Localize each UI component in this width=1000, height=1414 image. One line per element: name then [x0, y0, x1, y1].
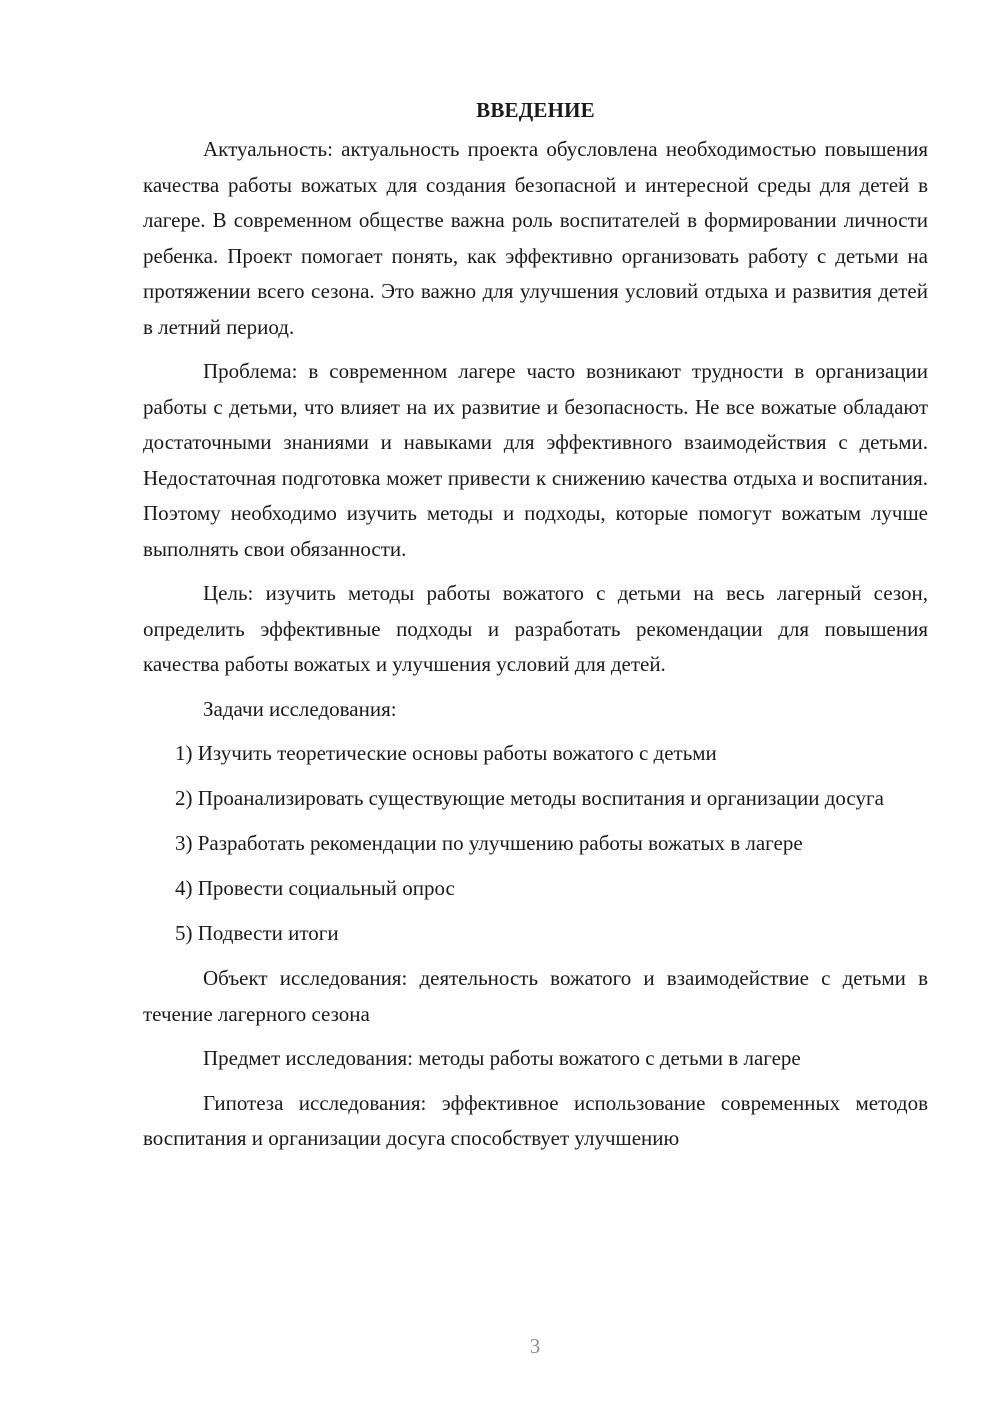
- goal-paragraph: Цель: изучить методы работы вожатого с детьми на весь лагерный сезон, определить эффективные подходы и разработать рекомендации для повышения качества работы вожатых и улучшения условий для детей.: [143, 581, 928, 676]
- task-item-2: 2) Проанализировать существующие методы воспитания и организации досуга: [175, 786, 884, 810]
- tasks-title: Задачи исследования:: [203, 696, 397, 721]
- object-paragraph: Объект исследования: деятельность вожатого и взаимодействие с детьми в течение лагерного сезона: [143, 966, 928, 1026]
- page-number: 3: [529, 1334, 541, 1358]
- task-item-5: 5) Подвести итоги: [175, 921, 339, 945]
- page-content: [143, 92, 928, 1166]
- relevance-paragraph: Актуальность: актуальность проекта обусловлена необходимостью повышения качества работы вожатых для создания безопасной и интересной среды для детей в лагере. В современном обществе важна роль воспитателей в формировании личности ребенка. Проект помогает понять, как эффективно организовать работу с детьми на протяжении всего сезона. Это важно для улучшения условий отдыха и развития детей в летний период.: [143, 137, 928, 339]
- section-heading: ВВЕДЕНИЕ: [476, 98, 595, 122]
- hypothesis-paragraph: Гипотеза исследования: эффективное использование современных методов воспитания и организации досуга способствует улучшению: [143, 1090, 928, 1150]
- subject-paragraph: Предмет исследования: методы работы вожатого с детьми в лагере: [203, 1046, 801, 1070]
- task-item-4: 4) Провести социальный опрос: [175, 876, 455, 900]
- problem-paragraph: Проблема: в современном лагере часто возникают трудности в организации работы с детьми, что влияет на их развитие и безопасность. Не все вожатые обладают достаточными знаниями и навыками для эффективного взаимодействия с детьми. Недостаточная подготовка может привести к снижению качества отдыха и воспитания. Поэтому необходимо изучить методы и подходы, которые помогут вожатым лучше выполнять свои обязанности.: [143, 359, 928, 561]
- task-item-3: 3) Разработать рекомендации по улучшению работы вожатых в лагере: [175, 831, 803, 855]
- task-item-1: 1) Изучить теоретические основы работы вожатого с детьми: [175, 741, 717, 765]
